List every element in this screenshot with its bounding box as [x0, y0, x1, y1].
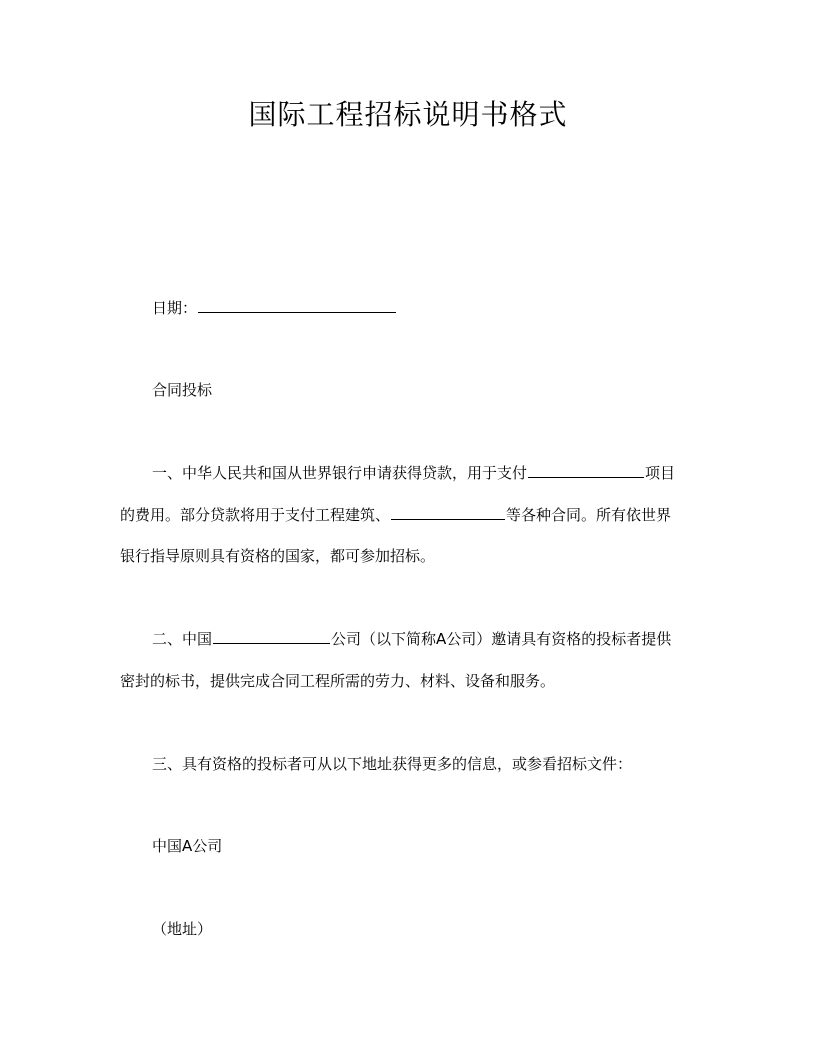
contract-blank — [391, 504, 505, 520]
para1-text-4: 等各种合同。所有依世界 — [506, 506, 672, 524]
para1-line2 — [120, 504, 671, 526]
date-label: 日期： — [152, 299, 198, 317]
date-blank — [198, 297, 396, 313]
para2-text-2: 公司（以下简称A公司）邀请具有资格的投标者提供 — [331, 630, 672, 648]
para1-line1 — [152, 462, 675, 484]
document-title: 国际工程招标说明书格式 — [248, 98, 568, 131]
company-blank — [213, 628, 330, 644]
para3-line: 三、具有资格的投标者可从以下地址获得更多的信息，或参看招标文件： — [152, 755, 633, 773]
para1-text-1: 一、中华人民共和国从世界银行申请获得贷款，用于支付 — [152, 464, 528, 482]
project-blank — [528, 462, 644, 478]
para2-line1 — [152, 628, 671, 650]
para1-text-2: 项目 — [645, 464, 676, 482]
address-placeholder: （地址） — [152, 920, 213, 938]
para1-text-3: 的费用。部分贷款将用于支付工程建筑、 — [120, 506, 391, 524]
para2-line2: 密封的标书，提供完成合同工程所需的劳力、材料、设备和服务。 — [120, 672, 556, 690]
company-name: 中国A公司 — [152, 837, 223, 855]
para1-line3: 银行指导原则具有资格的国家，都可参加招标。 — [120, 547, 436, 565]
para2-text-1: 二、中国 — [152, 630, 213, 648]
date-line — [152, 297, 397, 319]
section-heading: 合同投标 — [152, 381, 213, 399]
